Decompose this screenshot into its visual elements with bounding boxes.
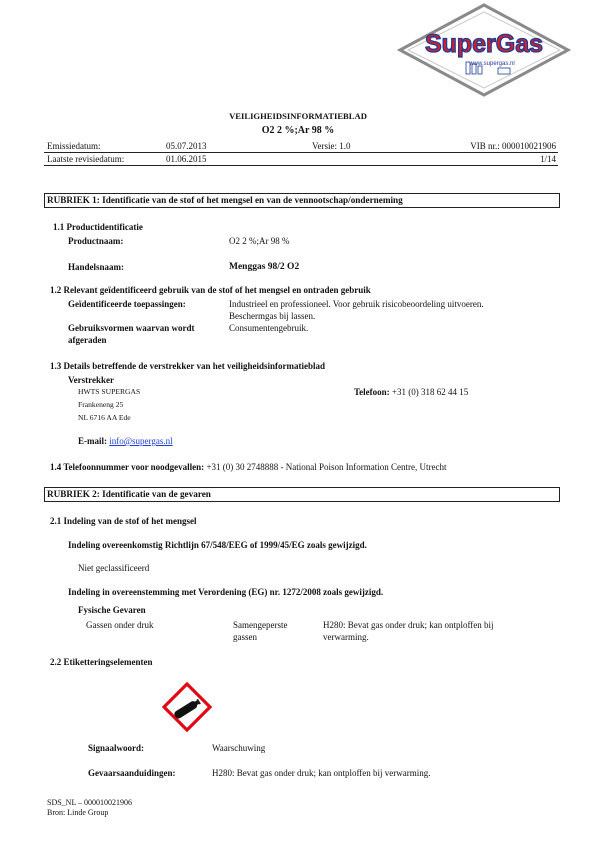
signaalwoord-label: Signaalwoord: <box>88 743 145 753</box>
vib-number: VIB nr.: 000010021906 <box>470 141 556 151</box>
section-1-3-title: 1.3 Details betreffende de verstrekker van het veiligheidsinformatieblad <box>50 361 325 371</box>
header-divider <box>44 152 558 153</box>
header-product: O2 2 %;Ar 98 % <box>261 125 335 136</box>
gevaarsaanduidingen-label: Gevaarsaanduidingen: <box>88 768 176 778</box>
page-number: 1/14 <box>539 154 556 164</box>
verstrekker-label: Verstrekker <box>68 375 114 385</box>
productnaam-value: O2 2 %;Ar 98 % <box>229 236 290 246</box>
telefoon-value: +31 (0) 318 62 44 15 <box>391 387 469 397</box>
logo-brand-text: SuperGas <box>424 30 544 58</box>
emission-date: 05.07.2013 <box>166 141 207 151</box>
productnaam-label: Productnaam: <box>68 236 124 246</box>
hazard-class: Gassen onder druk <box>86 620 154 630</box>
fysische-gevaren-label: Fysische Gevaren <box>78 605 146 615</box>
footer-sds-number: SDS_NL – 000010021906 <box>47 798 133 807</box>
hazard-category-2: gassen <box>233 632 257 642</box>
footer-source: Bron: Linde Group <box>47 808 109 817</box>
ontraden-value: Consumentengebruik. <box>229 323 309 333</box>
emission-date-label: Emissiedatum: <box>47 141 101 151</box>
email-link[interactable]: info@supergas.nl <box>109 436 173 446</box>
section-1-2-title: 1.2 Relevant geïdentificeerd gebruik van de stof of het mengsel en ontraden gebruik <box>50 285 371 295</box>
ghs04-gas-cylinder-icon <box>162 682 212 732</box>
telefoon <box>354 387 468 398</box>
section-1-1-title: 1.1 Productidentificatie <box>53 222 143 232</box>
version: Versie: 1.0 <box>312 141 351 151</box>
handelsnaam-value: Menggas 98/2 O2 <box>229 262 300 272</box>
section-1-4 <box>50 462 446 473</box>
toepassingen-value-2: Beschermgas bij lassen. <box>229 311 316 321</box>
toepassingen-value: Industrieel en professioneel. Voor gebruik risicobeoordeling uitvoeren. <box>229 299 484 309</box>
hazard-category: Samengeperste <box>233 620 288 630</box>
rubriek-1-heading: RUBRIEK 1: Identificatie van de stof of het mengsel en van de vennootschap/onderneming <box>44 193 560 208</box>
telefoon-label: Telefoon: <box>354 387 390 397</box>
company-city: NL 6716 AA Ede <box>78 413 131 422</box>
logo-website-text: www.supergas.nl <box>469 61 515 67</box>
toepassingen-label: Geïdentificeerde toepassingen: <box>68 299 186 309</box>
supergas-logo <box>396 2 572 98</box>
ontraden-label: Gebruiksvormen waarvan wordt <box>68 323 195 333</box>
eeg-classification-heading: Indeling overeenkomstig Richtlijn 67/548/EEG of 1999/45/EG zoals gewijzigd. <box>68 540 367 550</box>
eg-classification-heading: Indeling in overeenstemming met Verordening (EG) nr. 1272/2008 zoals gewijzigd. <box>68 587 384 597</box>
document-title: VEILIGHEIDSINFORMATIEBLAD <box>229 111 367 121</box>
emergency-number: +31 (0) 30 2748888 - National Poison Information Centre, Utrecht <box>206 462 447 472</box>
signaalwoord-value: Waarschuwing <box>212 743 266 753</box>
company-street: Frankeneng 25 <box>78 400 124 409</box>
email <box>78 436 173 447</box>
handelsnaam-label: Handelsnaam: <box>68 262 125 272</box>
section-1-4-title: 1.4 Telefoonnummer voor noodgevallen: <box>50 462 205 472</box>
section-2-1-title: 2.1 Indeling van de stof of het mengsel <box>50 516 197 526</box>
email-label: E-mail: <box>78 436 107 446</box>
revision-date: 01.06.2015 <box>166 154 207 164</box>
rubriek-2-heading: RUBRIEK 2: Identificatie van de gevaren <box>44 487 560 502</box>
revision-date-label: Laatste revisiedatum: <box>47 154 125 164</box>
header-divider-bottom <box>44 165 558 166</box>
hazard-statement-2: verwarming. <box>323 632 369 642</box>
company-name: HWTS SUPERGAS <box>78 387 141 396</box>
section-2-2-title: 2.2 Etiketteringselementen <box>50 657 153 667</box>
eeg-classification-value: Niet geclassificeerd <box>78 563 150 573</box>
ontraden-label-2: afgeraden <box>68 335 107 345</box>
gevaarsaanduidingen-value: H280: Bevat gas onder druk; kan ontploffen bij verwarming. <box>212 768 431 778</box>
hazard-statement: H280: Bevat gas onder druk; kan ontploffen bij <box>323 620 494 630</box>
